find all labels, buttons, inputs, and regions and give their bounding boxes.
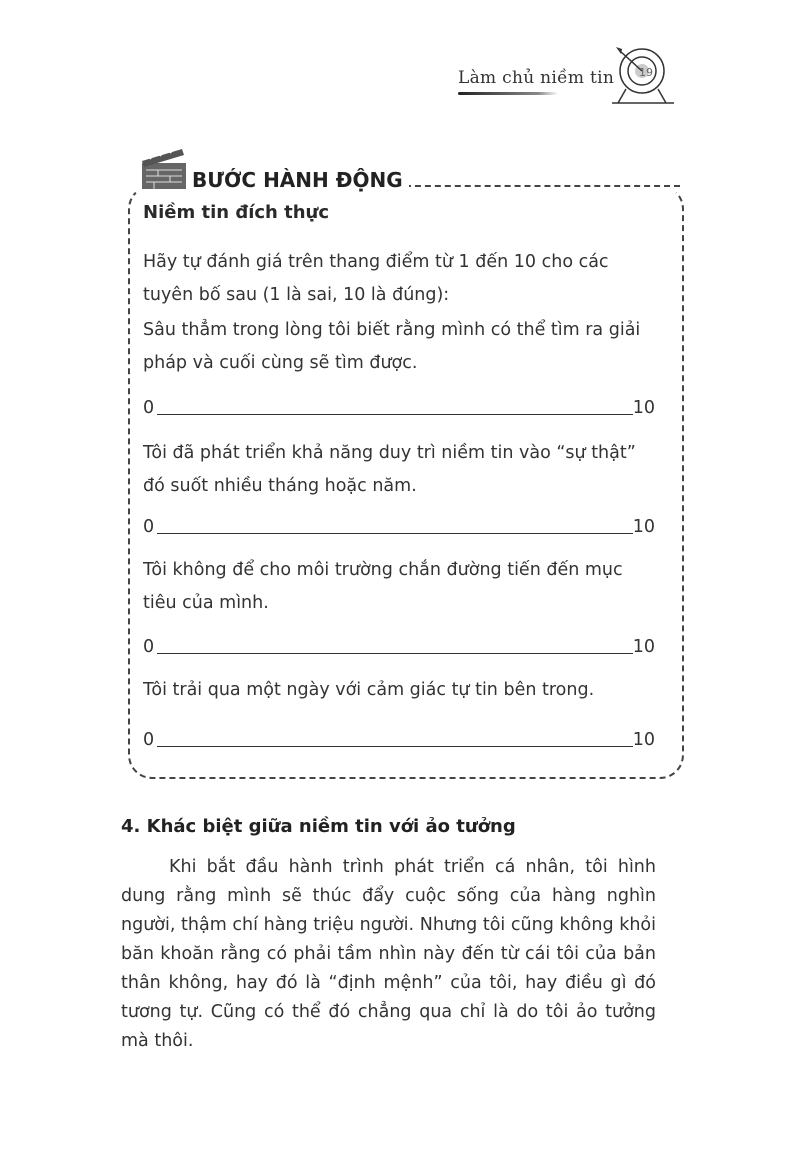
scale-min: 0 <box>143 398 155 418</box>
rating-scale-4[interactable] <box>143 726 655 750</box>
intro-text: Hãy tự đánh giá trên thang điểm từ 1 đến 10 cho các tuyên bố sau (1 là sai, 10 là đúng): <box>143 252 609 305</box>
running-title: Làm chủ niềm tin <box>458 68 615 88</box>
scale-line[interactable] <box>157 746 633 747</box>
statement-1: Sâu thẳm trong lòng tôi biết rằng mình có thể tìm ra giải pháp và cuối cùng sẽ tìm được. <box>143 320 641 373</box>
scale-max: 10 <box>632 517 655 537</box>
scale-min: 0 <box>143 730 155 750</box>
page-number: 19 <box>639 66 653 79</box>
title-underline <box>458 92 558 95</box>
statement-4: Tôi trải qua một ngày với cảm giác tự tin bên trong. <box>143 680 595 700</box>
scale-max: 10 <box>632 730 655 750</box>
scale-max: 10 <box>632 398 655 418</box>
scale-line[interactable] <box>157 653 633 654</box>
scale-min: 0 <box>143 517 155 537</box>
statement-3: Tôi không để cho môi trường chắn đường tiến đến mục tiêu của mình. <box>143 560 623 613</box>
box-border-top <box>395 185 680 187</box>
exercise-title: Niềm tin đích thực <box>143 202 330 223</box>
rating-scale-2[interactable] <box>143 513 655 537</box>
clapperboard-icon <box>138 143 190 193</box>
statement-2: Tôi đã phát triển khả năng duy trì niềm tin vào “sự thật” đó suốt nhiều tháng hoặc năm. <box>143 443 636 496</box>
scale-max: 10 <box>632 637 655 657</box>
section-heading: 4. Khác biệt giữa niềm tin với ảo tưởng <box>121 816 516 837</box>
box-title: BƯỚC HÀNH ĐỘNG <box>192 168 409 192</box>
rating-scale-3[interactable] <box>143 633 655 657</box>
scale-line[interactable] <box>157 414 633 415</box>
body-paragraph: Khi bắt đầu hành trình phát triển cá nhân, tôi hình dung rằng mình sẽ thúc đẩy cuộc sống của hàng nghìn người, thậm chí hàng triệu người. Nhưng tôi cũng không khỏi băn khoăn rằng có phải tầm nhìn này đến từ cái tôi của bản thân không, hay đó là “định mệnh” của tôi, hay điều gì đó tương tự. Cũng có thể đó chẳng qua chỉ là do tôi ảo tưởng mà thôi. <box>121 857 656 1051</box>
rating-scale-1[interactable] <box>143 394 655 418</box>
scale-min: 0 <box>143 637 155 657</box>
scale-line[interactable] <box>157 533 633 534</box>
